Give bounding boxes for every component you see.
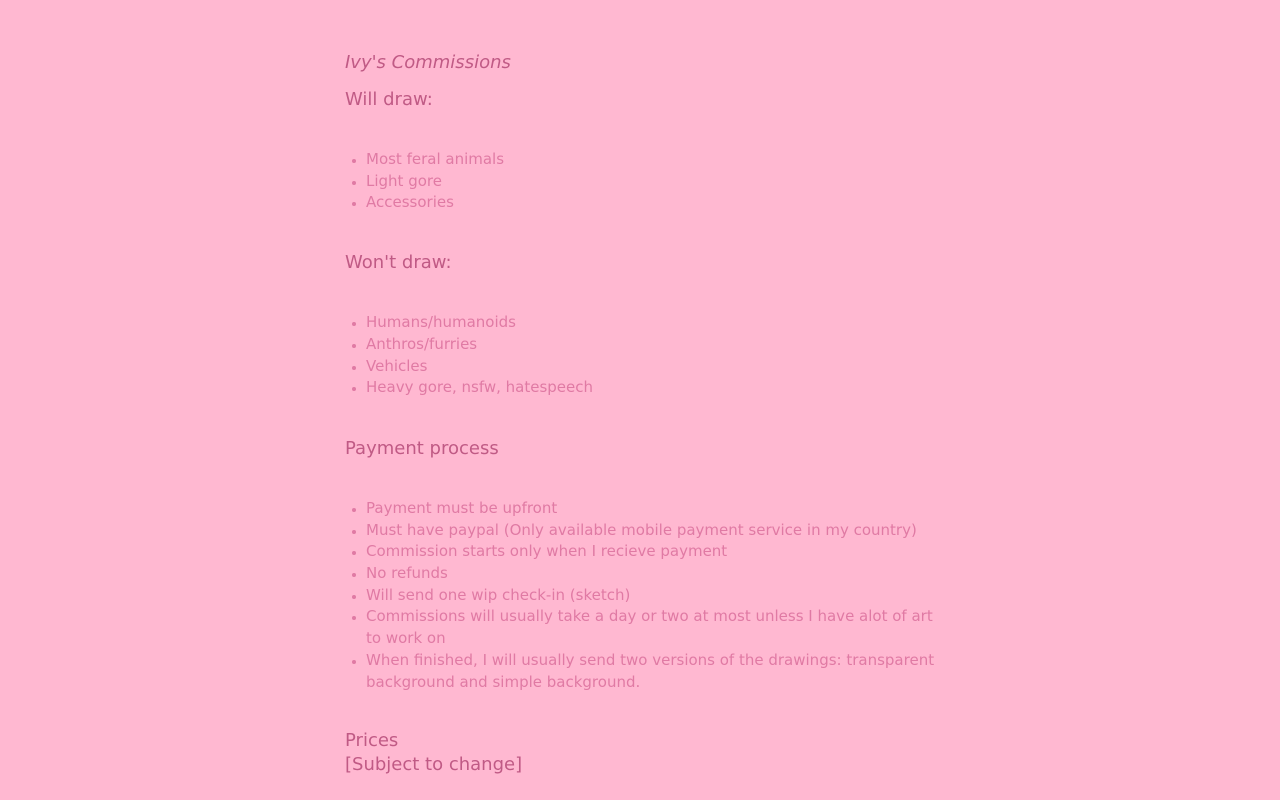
list-item: • Will send one wip check-in (sketch) (366, 585, 945, 607)
list-item: • Accessories (366, 192, 945, 214)
list-item: • Commissions will usually take a day or two at most unless I have alot of art to work on (366, 606, 945, 649)
will-draw-heading: Will draw: (345, 89, 433, 110)
wont-draw-list (345, 312, 945, 399)
list-item: • Anthros/furries (366, 334, 945, 356)
list-item: • Payment must be upfront (366, 498, 945, 520)
wont-draw-heading: Won't draw: (345, 252, 452, 274)
page-title: Ivy's Commissions (345, 52, 511, 73)
list-item: • Heavy gore, nsfw, hatespeech (366, 377, 945, 399)
commission-info-page (345, 50, 945, 777)
list-item: • Most feral animals (366, 149, 945, 171)
prices-heading: Prices (345, 730, 399, 752)
will-draw-list (345, 149, 945, 214)
list-item: • Light gore (366, 171, 945, 193)
prices-note: [Subject to change] (345, 754, 523, 776)
list-item: • Commission starts only when I recieve payment (366, 541, 945, 563)
payment-process-list (345, 498, 945, 693)
payment-process-heading: Payment process (345, 437, 499, 459)
list-item: • Vehicles (366, 356, 945, 378)
list-item: • No refunds (366, 563, 945, 585)
list-item: • Humans/humanoids (366, 312, 945, 334)
list-item: • When finished, I will usually send two versions of the drawings: transparent background and simple background. (366, 650, 945, 693)
list-item: • Must have paypal (Only available mobile payment service in my country) (366, 520, 945, 542)
